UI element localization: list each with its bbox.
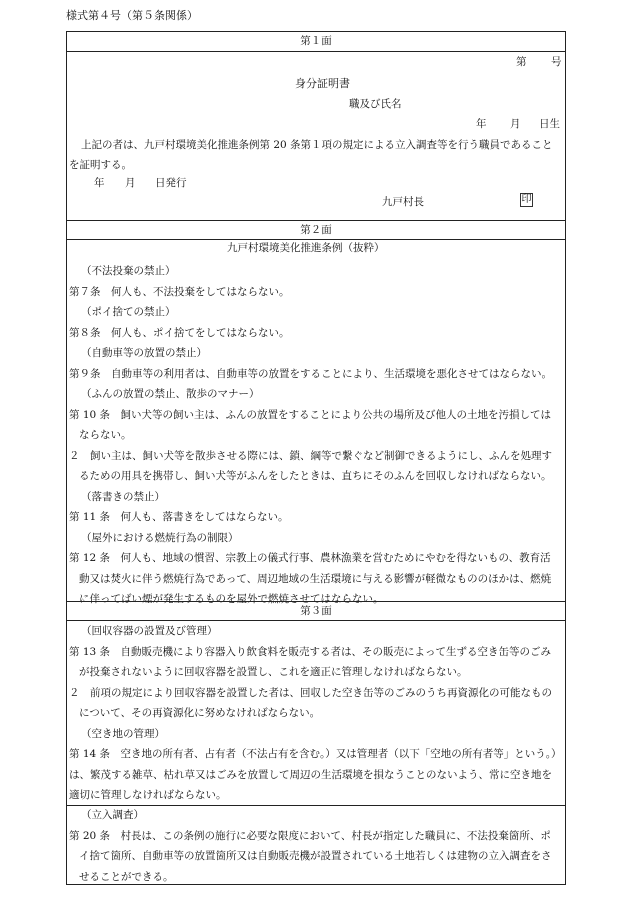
statement-line-1: 上記の者は、九戸村環境美化推進条例第 20 条第１項の規定による立入調査等を行う職員であること (81, 139, 553, 151)
statement-line-2: を証明する。 (69, 159, 132, 171)
page3-article-text (69, 621, 561, 806)
birth-month-label: 月 (510, 118, 521, 130)
article-20-line-3: せることができる。 (79, 870, 174, 883)
heading-graffiti: （落書きの禁止） (81, 490, 165, 503)
certificate-title: 身分証明書 (295, 77, 350, 90)
certificate-number-dai: 第 (516, 56, 527, 68)
birth-day-label: 日生 (539, 118, 560, 130)
issuer-label: 九戸村長 (382, 196, 424, 208)
article-14-line-3: 適切に管理しなければならない。 (69, 789, 227, 801)
article-8: 第８条 何人も、ポイ捨てをしてはならない。 (69, 326, 290, 339)
issue-year-label: 年 (94, 177, 105, 189)
seal-mark: 印 (521, 194, 532, 205)
birth-year-label: 年 (476, 118, 487, 130)
page2-header: 第２面 (67, 220, 565, 240)
article-12-line-3: に伴ってばい煙が発生するものを屋外で燃焼させてはならない。 (79, 593, 384, 605)
page3-header: 第３面 (67, 601, 565, 621)
article-10-para2-line-2: るための用具を携帯し、飼い犬等がふんをしたときは、直ちにそのふんを回収しなければならない。 (79, 470, 552, 482)
heading-inspection: （立入調査） (81, 809, 144, 821)
heading-littering: （ポイ捨ての禁止） (81, 306, 176, 318)
article-10-line-2: ならない。 (79, 429, 132, 441)
article-9: 第９条 自動車等の利用者は、自動車等の放置をすることにより、生活環境を悪化させてはならない。 (69, 367, 552, 380)
issue-month-label: 月 (125, 177, 136, 189)
heading-vehicle-abandonment: （自動車等の放置の禁止） (81, 347, 207, 359)
page1-header: 第１面 (67, 32, 565, 52)
article-13-line-2: が投棄されないように回収容器を設置し、これを適正に管理しなければならない。 (79, 666, 468, 678)
article-13-para2-line-2: について、その再資源化に努めなければならない。 (79, 707, 321, 719)
form-number-label: 様式第４号（第５条関係） (66, 9, 198, 22)
ordinance-excerpt-title: 九戸村環境美化推進条例（抜粋） (227, 242, 385, 254)
article-10-para2-line-1: ２ 飼い主は、飼い犬等を散歩させる際には、鎖、綱等で繋ぐなど制御できるようにし、ふんを処理す (69, 449, 552, 462)
heading-dog-waste: （ふんの放置の禁止、散歩のマナー） (81, 388, 260, 400)
heading-collection-containers: （回収容器の設置及び管理） (81, 625, 218, 637)
heading-vacant-land: （空き地の管理） (81, 727, 165, 740)
article-7: 第７条 何人も、不法投棄をしてはならない。 (69, 285, 290, 298)
article-14-line-2: は、繁茂する雑草、枯れ草又はごみを放置して周辺の生活環境を損なうことのないよう、常に空き地を (69, 768, 552, 781)
article-13-line-1: 第 13 条 自動販売機により容器入り飲食料を販売する者は、その販売によって生ずる空き缶等のごみ (69, 645, 552, 658)
position-and-name-label: 職及び氏名 (349, 98, 402, 110)
article-20-line-2: イ捨て箇所、自動車等の放置箇所又は自動販売機が設置されている土地若しくは建物の立入調査をさ (79, 850, 552, 862)
heading-outdoor-burning: （屋外における燃焼行為の制限） (81, 531, 239, 544)
article-12-line-1: 第 12 条 何人も、地域の慣習、宗教上の儀式行事、農林漁業を営むためにやむを得ないもの、教育活 (69, 552, 551, 564)
issue-day-label: 日発行 (155, 177, 187, 189)
article-13-para2-line-1: ２ 前項の規定により回収容器を設置した者は、回収した空き缶等のごみのうち再資源化の可能なもの (69, 686, 552, 699)
article-20-line-1: 第 20 条 村長は、この条例の施行に必要な限度において、村長が指定した職員に、不法投棄箇所、ポ (69, 829, 551, 842)
page2-article-text (69, 261, 561, 610)
page3-inspection-text (69, 805, 561, 887)
article-14-line-1: 第 14 条 空き地の所有者、占有者（不法占有を含む。）又は管理者（以下「空地の所有者等」という。） (69, 748, 562, 760)
heading-illegal-dumping: （不法投棄の禁止） (81, 265, 176, 277)
article-10-line-1: 第 10 条 飼い犬等の飼い主は、ふんの放置をすることにより公共の場所及び他人の土地を汚損しては (69, 408, 552, 421)
article-12-line-2: 動又は焚火に伴う燃焼行為であって、周辺地域の生活環境に与える影響が軽微なもののほかは、燃焼 (79, 572, 552, 585)
certificate-frame (66, 31, 566, 885)
certificate-number-go: 号 (551, 56, 562, 68)
article-11: 第 11 条 何人も、落書きをしてはならない。 (69, 511, 289, 523)
